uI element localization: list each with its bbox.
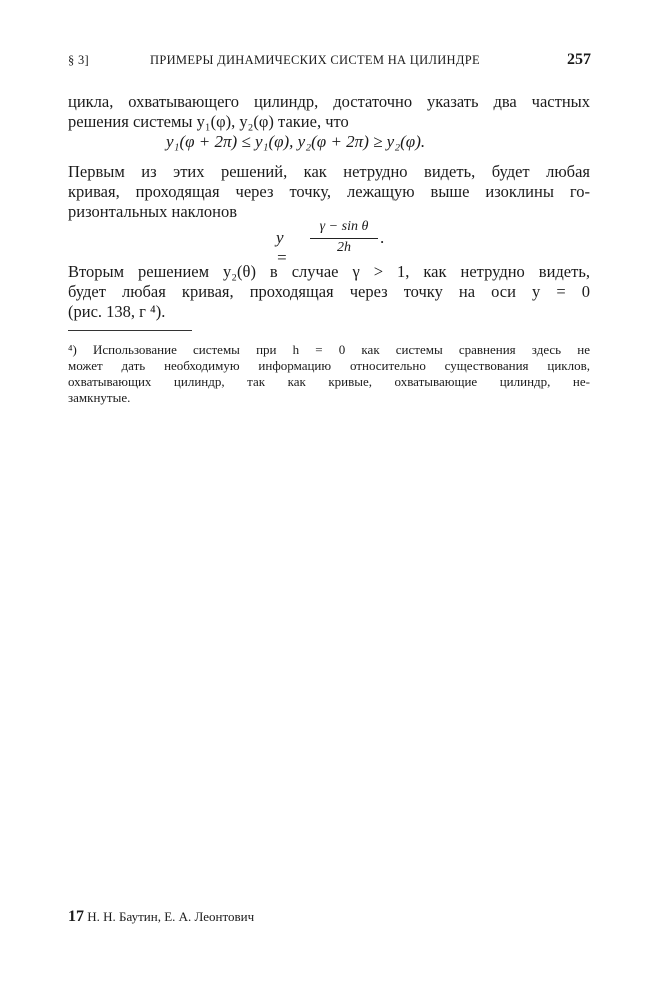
body-line: решения системы y₁(φ), y₂(φ) такие, что — [68, 112, 349, 131]
signature-mark: 17 — [68, 908, 84, 925]
formula-denominator: 2h — [337, 240, 351, 255]
body-line: ризонтальных наклонов — [68, 202, 238, 221]
footnote-line: ⁴) Использование системы при h = 0 как системы сравнения здесь не — [68, 342, 590, 357]
formula-lhs: y = — [276, 228, 288, 267]
running-title: ПРИМЕРЫ ДИНАМИЧЕСКИХ СИСТЕМ НА ЦИЛИНДРЕ — [150, 53, 480, 67]
footnote-line: может дать необходимую информацию относительно существования циклов, — [68, 358, 590, 373]
body-line: цикла, охватывающего цилиндр, достаточно указать два частных — [68, 92, 590, 111]
body-line: Вторым решением y₂(θ) в случае γ > 1, как нетрудно видеть, — [68, 262, 590, 281]
authors: Н. Н. Баутин, Е. А. Леонтович — [87, 909, 255, 924]
formula-period: . — [380, 228, 385, 247]
footnote-line: замкнутые. — [68, 390, 131, 405]
section-marker: § 3] — [68, 53, 89, 67]
fraction-bar — [310, 238, 378, 239]
body-line: кривая, проходящая через точку, лежащую выше изоклины го- — [68, 182, 590, 201]
signature-footer — [68, 908, 254, 926]
footnote-rule — [68, 330, 192, 331]
footnote-line: охватывающих цилиндр, так как кривые, охватывающие цилиндр, не- — [68, 374, 590, 389]
body-line: (рис. 138, г ⁴). — [68, 302, 166, 321]
inequality-formula: y₁(φ + 2π) ≤ y₁(φ), y₂(φ + 2π) ≥ y₂(φ). — [166, 132, 426, 151]
body-line: будет любая кривая, проходящая через точку на оси y = 0 — [68, 282, 590, 301]
page-number: 257 — [567, 51, 591, 68]
formula-numerator: γ − sin θ — [319, 219, 369, 234]
body-line: Первым из этих решений, как нетрудно видеть, будет любая — [68, 162, 590, 181]
